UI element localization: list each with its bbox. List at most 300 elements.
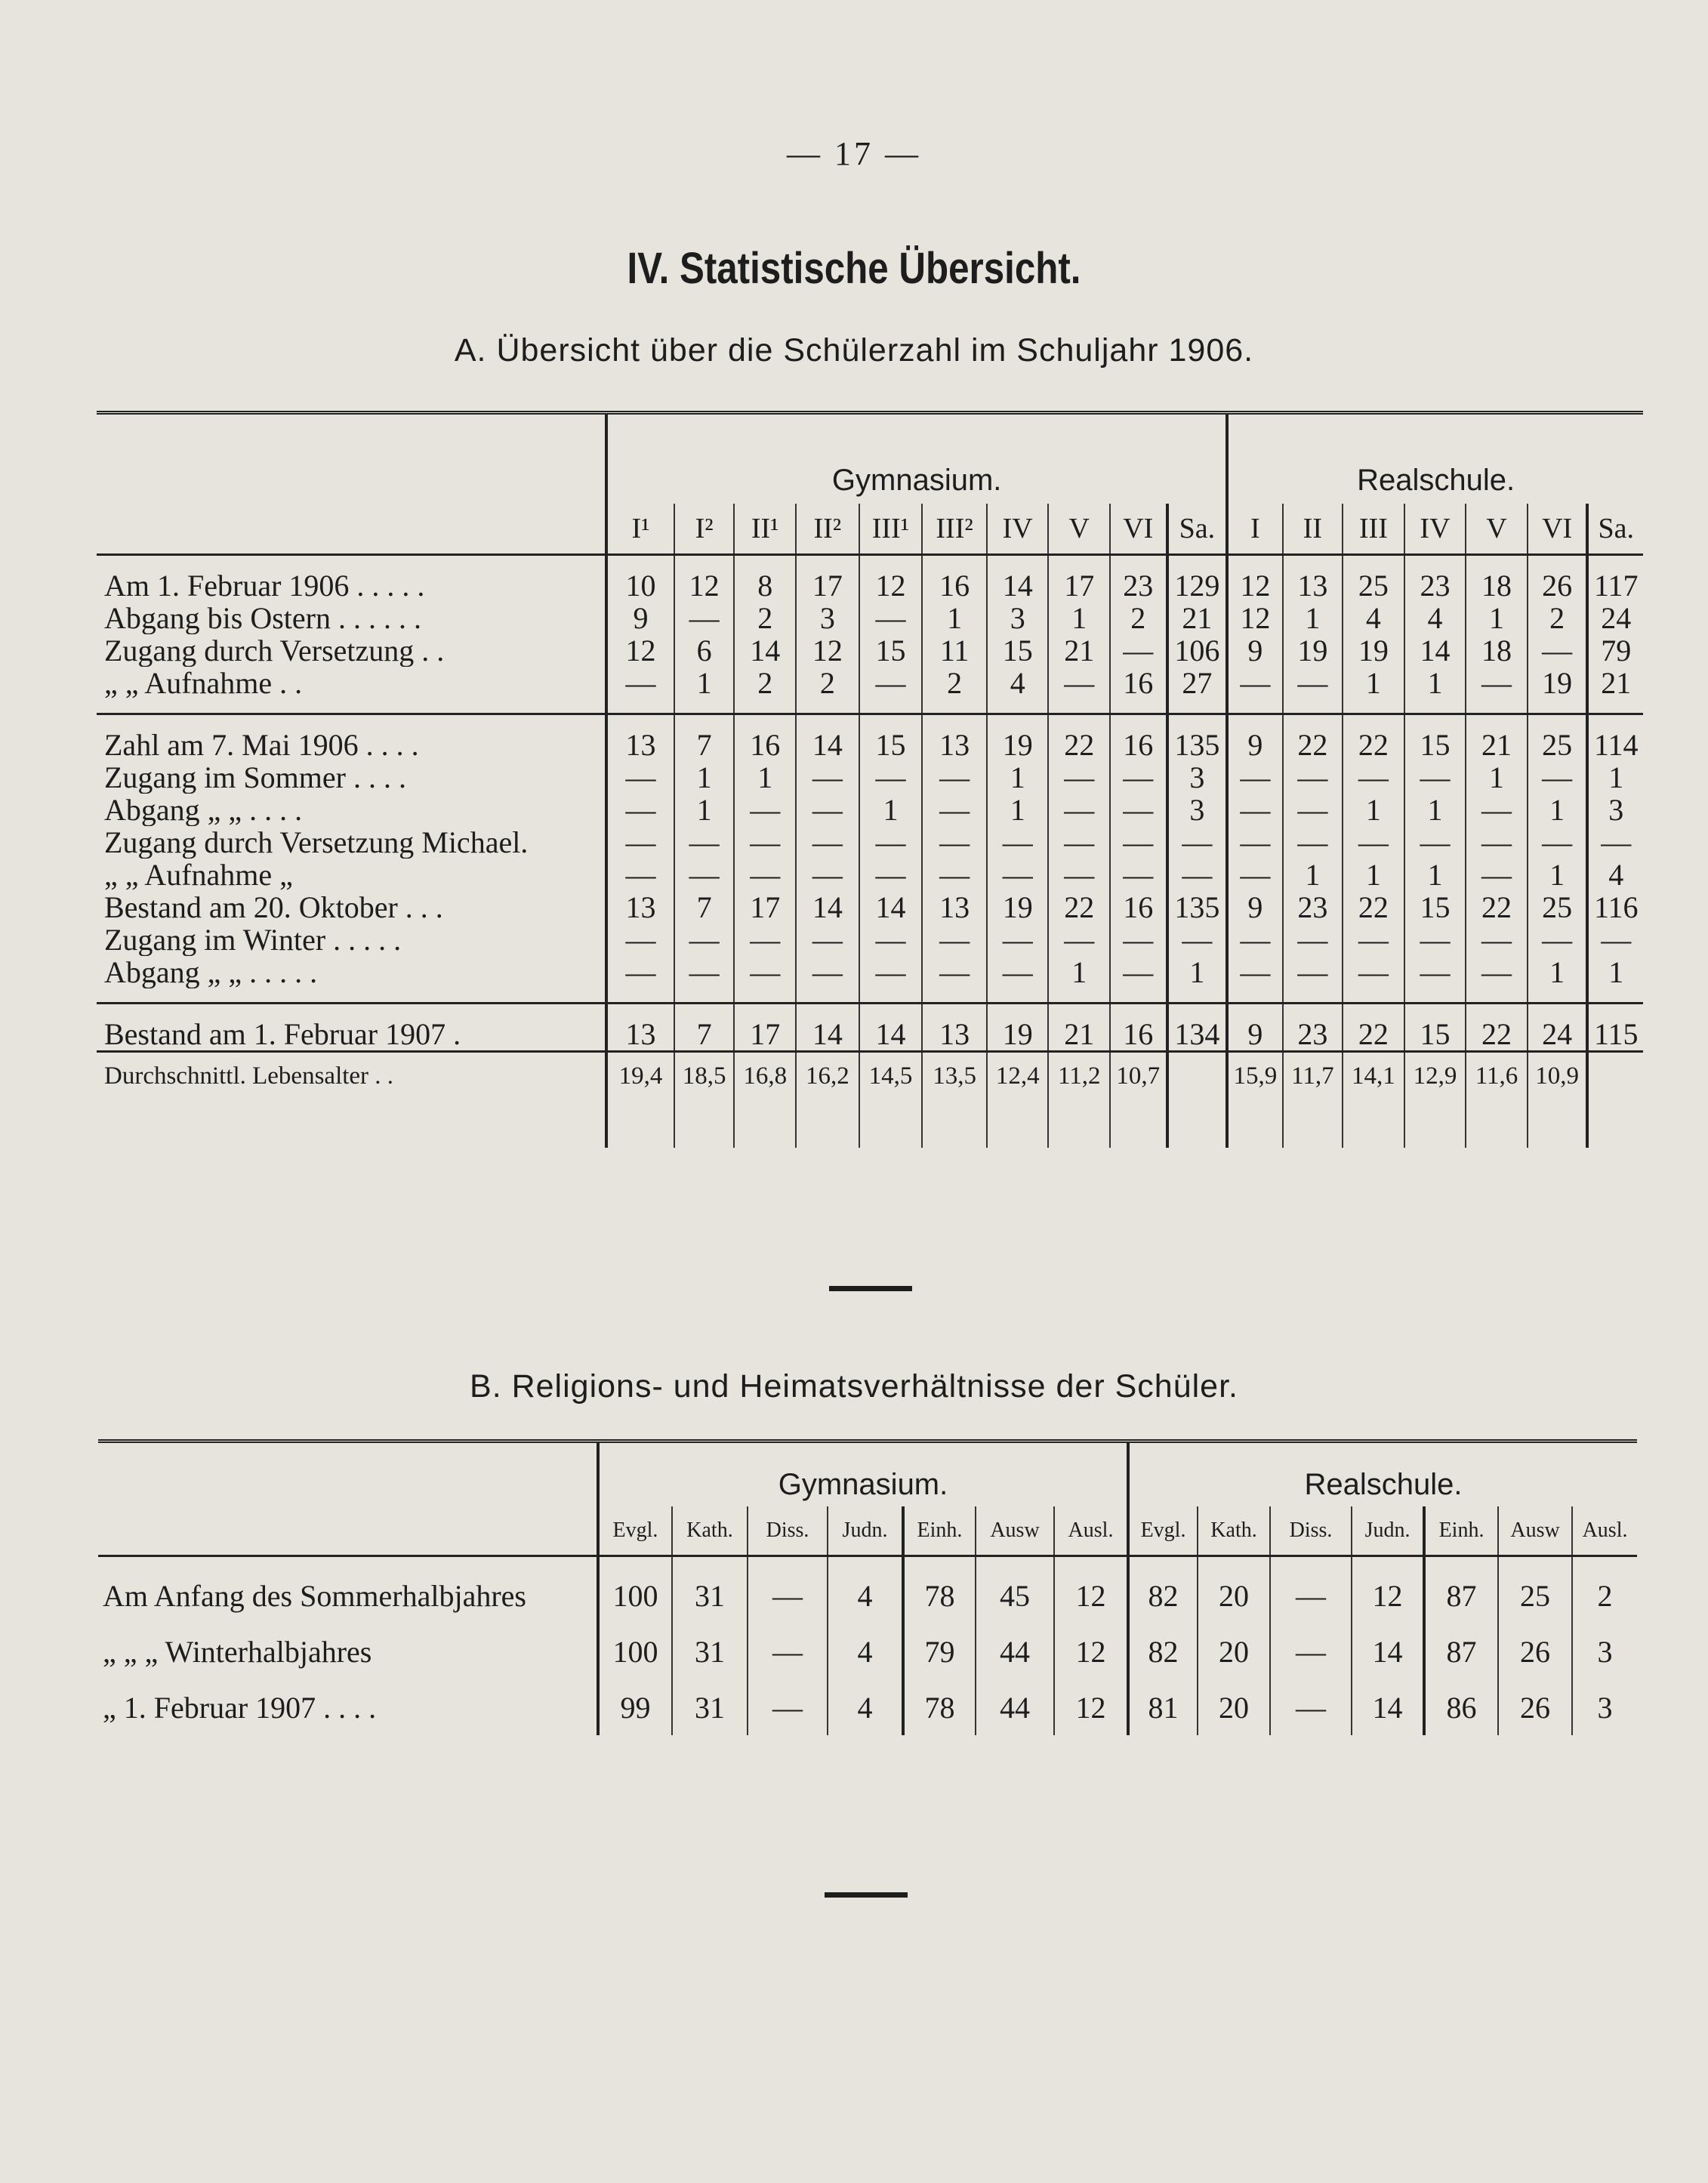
- gym-cell: 13: [922, 729, 987, 761]
- real-col-header: Judn.: [1352, 1506, 1424, 1556]
- gym-cell: 2: [1110, 602, 1167, 634]
- gym-cell: 12: [796, 634, 859, 667]
- spacer-row: [97, 1004, 1643, 1019]
- divider-ornament-bottom: [825, 1892, 908, 1898]
- gym-cell: 3: [987, 602, 1049, 634]
- real-cell: —: [1466, 859, 1528, 891]
- gym-cell: 6: [674, 634, 735, 667]
- real-cell: —: [1601, 923, 1632, 956]
- real-cell: 26: [1498, 1623, 1572, 1679]
- gym-cell: 12: [859, 569, 923, 602]
- real-cell: 22: [1343, 891, 1404, 923]
- gym-cell: 16,2: [796, 1052, 859, 1100]
- gym-cell: —: [796, 923, 859, 956]
- real-cell: —: [1343, 956, 1404, 988]
- real-cell: 15: [1404, 891, 1466, 923]
- gym-cell: —: [922, 859, 987, 891]
- data-row: [98, 1623, 1637, 1679]
- real-cell: 1: [1343, 667, 1404, 699]
- realschule-group-header: Realschule.: [1357, 464, 1515, 497]
- real-cell: —: [1227, 956, 1282, 988]
- row-label: „ „ Aufnahme . .: [97, 667, 606, 699]
- row-label: Abgang bis Ostern . . . . . .: [97, 602, 606, 634]
- real-cell: 10,9: [1528, 1052, 1588, 1100]
- category-header-row: [98, 1506, 1637, 1556]
- real-cell: 1: [1343, 794, 1404, 826]
- gymnasium-group-header: Gymnasium.: [598, 1441, 1128, 1507]
- gym-cell: 19: [987, 729, 1049, 761]
- gym-col-header: Einh.: [903, 1506, 976, 1556]
- gym-col-header: Ausl.: [1054, 1506, 1128, 1556]
- data-row: [97, 826, 1643, 859]
- real-cell: 21: [1601, 667, 1632, 699]
- real-cell: 25: [1498, 1568, 1572, 1623]
- gym-cell: —: [748, 1679, 828, 1735]
- gym-cell: —: [606, 761, 674, 794]
- gym-cell: —: [922, 761, 987, 794]
- gym-cell: 19: [987, 1018, 1049, 1052]
- real-cell: 25: [1528, 891, 1588, 923]
- real-cell: —: [1270, 1623, 1352, 1679]
- gym-col-header: Evgl.: [598, 1506, 672, 1556]
- gym-col-header: V: [1048, 504, 1110, 555]
- data-row: [97, 859, 1643, 891]
- gym-cell: —: [1110, 956, 1167, 988]
- row-label: Am 1. Februar 1906 . . . . .: [97, 569, 606, 602]
- gym-cell: 12: [1054, 1623, 1128, 1679]
- gym-cell: 14: [859, 1018, 923, 1052]
- gym-cell: —: [1167, 826, 1228, 859]
- gym-cell: 17: [734, 891, 796, 923]
- gym-cell: 44: [976, 1623, 1054, 1679]
- real-cell: 12: [1227, 602, 1282, 634]
- gym-col-header: Ausw: [976, 1506, 1054, 1556]
- total-row: [97, 1018, 1643, 1052]
- gym-cell: —: [859, 923, 923, 956]
- data-row: [97, 923, 1643, 956]
- row-label: „ „ „ Winterhalbjahres: [98, 1623, 598, 1679]
- gym-cell: 14: [859, 891, 923, 923]
- gym-cell: —: [734, 956, 796, 988]
- real-cell: 81: [1128, 1679, 1198, 1735]
- real-cell: —: [1270, 1679, 1352, 1735]
- gym-cell: —: [859, 859, 923, 891]
- real-cell: 14,1: [1343, 1052, 1404, 1100]
- gym-cell: —: [922, 794, 987, 826]
- gym-col-header: I²: [674, 504, 735, 555]
- data-row: [98, 1568, 1637, 1623]
- real-cell: 19: [1528, 667, 1588, 699]
- real-cell: 87: [1424, 1623, 1498, 1679]
- gym-cell: 106: [1167, 634, 1228, 667]
- real-cell: —: [1283, 667, 1343, 699]
- gym-cell: 1: [1048, 602, 1110, 634]
- gym-cell: —: [859, 602, 923, 634]
- gym-col-header: Sa.: [1167, 504, 1228, 555]
- real-cell: 1: [1404, 859, 1466, 891]
- real-cell: 23: [1283, 891, 1343, 923]
- gym-cell: —: [1110, 923, 1167, 956]
- gym-cell: —: [1048, 761, 1110, 794]
- gym-cell: 31: [672, 1679, 748, 1735]
- gym-cell: 44: [976, 1679, 1054, 1735]
- gym-cell: 3: [1167, 761, 1228, 794]
- gym-cell: —: [796, 794, 859, 826]
- gym-cell: —: [1110, 794, 1167, 826]
- gym-cell: —: [674, 859, 735, 891]
- gym-cell: 14: [796, 1018, 859, 1052]
- gym-col-header: III¹: [859, 504, 923, 555]
- real-cell: 26: [1528, 569, 1588, 602]
- gym-cell: 13: [606, 1018, 674, 1052]
- gym-cell: —: [606, 794, 674, 826]
- real-cell: —: [1227, 667, 1282, 699]
- real-cell: 4: [1404, 602, 1466, 634]
- real-cell: —: [1343, 923, 1404, 956]
- real-cell: —: [1466, 794, 1528, 826]
- gym-cell: —: [606, 923, 674, 956]
- real-cell: —: [1283, 923, 1343, 956]
- gym-cell: 79: [903, 1623, 976, 1679]
- gym-cell: —: [922, 956, 987, 988]
- gym-cell: 11: [922, 634, 987, 667]
- data-row: [97, 794, 1643, 826]
- gym-cell: 21: [1048, 634, 1110, 667]
- gym-cell: 10: [606, 569, 674, 602]
- real-cell: 12: [1352, 1568, 1424, 1623]
- real-cell: 11,6: [1466, 1052, 1528, 1100]
- gym-cell: 1: [674, 667, 735, 699]
- gym-cell: —: [1048, 923, 1110, 956]
- gym-cell: —: [1167, 923, 1228, 956]
- real-cell: —: [1466, 956, 1528, 988]
- gym-col-header: II¹: [734, 504, 796, 555]
- gym-cell: 99: [598, 1679, 672, 1735]
- gym-col-header: IV: [987, 504, 1049, 555]
- gym-cell: 12: [1054, 1679, 1128, 1735]
- gym-cell: —: [987, 826, 1049, 859]
- real-col-header: Ausw: [1498, 1506, 1572, 1556]
- gym-cell: 4: [828, 1623, 903, 1679]
- real-col-header: Evgl.: [1128, 1506, 1198, 1556]
- gym-cell: 16: [922, 569, 987, 602]
- gym-cell: —: [922, 826, 987, 859]
- real-cell: 2: [1528, 602, 1588, 634]
- real-cell: 20: [1198, 1623, 1270, 1679]
- real-col-header: VI: [1528, 504, 1588, 555]
- gym-cell: —: [1048, 667, 1110, 699]
- gym-cell: —: [674, 602, 735, 634]
- gym-col-header: Judn.: [828, 1506, 903, 1556]
- gym-cell: 3: [1167, 794, 1228, 826]
- gym-cell: 1: [1048, 956, 1110, 988]
- real-cell: —: [1528, 826, 1588, 859]
- gym-cell: 3: [796, 602, 859, 634]
- real-cell: 1: [1343, 859, 1404, 891]
- data-row: [97, 569, 1643, 602]
- gym-cell: 13: [922, 1018, 987, 1052]
- real-cell: 1: [1608, 956, 1624, 988]
- row-label: Zugang durch Versetzung . .: [97, 634, 606, 667]
- real-cell: —: [1283, 794, 1343, 826]
- data-row: [97, 729, 1643, 761]
- real-cell: 20: [1198, 1568, 1270, 1623]
- real-cell: 3: [1608, 794, 1624, 826]
- real-col-header: Kath.: [1198, 1506, 1270, 1556]
- real-cell: 4: [1608, 859, 1624, 891]
- row-label: Bestand am 1. Februar 1907 .: [97, 1018, 606, 1052]
- gym-cell: 1: [674, 794, 735, 826]
- gym-cell: 22: [1048, 891, 1110, 923]
- data-row: [97, 761, 1643, 794]
- real-cell: —: [1466, 667, 1528, 699]
- gym-cell: 2: [734, 667, 796, 699]
- real-cell: 25: [1343, 569, 1404, 602]
- gym-cell: 31: [672, 1568, 748, 1623]
- gym-col-header: Diss.: [748, 1506, 828, 1556]
- gym-cell: 16: [1110, 729, 1167, 761]
- gym-cell: —: [859, 761, 923, 794]
- gym-cell: —: [1167, 859, 1228, 891]
- real-col-header: Einh.: [1424, 1506, 1498, 1556]
- real-cell: 3: [1597, 1690, 1613, 1725]
- spacer-row: [97, 555, 1643, 570]
- real-cell: —: [1343, 761, 1404, 794]
- real-cell: 11,7: [1283, 1052, 1343, 1100]
- gym-cell: —: [606, 956, 674, 988]
- religion-origin-table: [98, 1439, 1637, 1735]
- gym-cell: 100: [598, 1623, 672, 1679]
- gym-cell: 8: [734, 569, 796, 602]
- gym-cell: —: [796, 859, 859, 891]
- real-cell: —: [1528, 761, 1588, 794]
- row-label: Abgang „ „ . . . .: [97, 794, 606, 826]
- real-cell: —: [1227, 859, 1282, 891]
- gym-cell: 135: [1167, 891, 1228, 923]
- real-cell: 1: [1528, 859, 1588, 891]
- real-col-header: Diss.: [1270, 1506, 1352, 1556]
- real-cell: 1: [1404, 667, 1466, 699]
- row-label: Zugang im Winter . . . . .: [97, 923, 606, 956]
- real-cell: 1: [1283, 859, 1343, 891]
- real-cell: —: [1270, 1568, 1352, 1623]
- gym-cell: —: [1110, 761, 1167, 794]
- gym-cell: —: [674, 923, 735, 956]
- gym-cell: 1: [987, 794, 1049, 826]
- gym-col-header: I¹: [606, 504, 674, 555]
- real-cell: 9: [1227, 729, 1282, 761]
- gym-cell: —: [1110, 826, 1167, 859]
- section-a-title: A. Übersicht über die Schülerzahl im Schuljahr 1906.: [454, 332, 1254, 368]
- real-cell: 2: [1597, 1578, 1613, 1613]
- real-cell: 1: [1466, 602, 1528, 634]
- row-label: Am Anfang des Sommerhalbjahres: [98, 1568, 598, 1623]
- gym-cell: 1: [674, 761, 735, 794]
- gym-cell: 1: [922, 602, 987, 634]
- real-cell: —: [1404, 923, 1466, 956]
- real-col-header: II: [1283, 504, 1343, 555]
- gym-cell: —: [674, 956, 735, 988]
- gym-col-header: II²: [796, 504, 859, 555]
- gym-cell: 19,4: [606, 1052, 674, 1100]
- real-cell: 116: [1593, 891, 1639, 923]
- gym-cell: —: [606, 826, 674, 859]
- gym-cell: —: [859, 667, 923, 699]
- gym-cell: 2: [796, 667, 859, 699]
- real-cell: 14: [1404, 634, 1466, 667]
- gym-cell: 22: [1048, 729, 1110, 761]
- real-col-header: IV: [1404, 504, 1466, 555]
- main-title: IV. Statistische Übersicht.: [627, 244, 1081, 293]
- real-cell: 4: [1343, 602, 1404, 634]
- gymnasium-group-header: Gymnasium.: [606, 413, 1227, 504]
- real-cell: —: [1227, 761, 1282, 794]
- real-cell: —: [1601, 826, 1632, 859]
- gym-cell: 15: [859, 729, 923, 761]
- real-cell: 15: [1404, 1018, 1466, 1052]
- real-col-header: Sa.: [1598, 513, 1634, 544]
- gym-cell: —: [734, 923, 796, 956]
- real-cell: 26: [1498, 1679, 1572, 1735]
- corner-cell: [98, 1441, 598, 1507]
- gym-cell: —: [1110, 859, 1167, 891]
- spacer-row: [97, 699, 1643, 714]
- gym-cell: 78: [903, 1568, 976, 1623]
- gym-cell: 31: [672, 1623, 748, 1679]
- student-count-table: [97, 411, 1643, 1148]
- gym-cell: 7: [674, 1018, 735, 1052]
- gym-cell: 16: [1110, 667, 1167, 699]
- gym-cell: 15: [859, 634, 923, 667]
- gym-cell: —: [796, 826, 859, 859]
- real-cell: 25: [1528, 729, 1588, 761]
- gym-cell: 13: [922, 891, 987, 923]
- gym-cell: 14: [987, 569, 1049, 602]
- real-cell: 1: [1466, 761, 1528, 794]
- gym-cell: 16: [1110, 891, 1167, 923]
- real-cell: 22: [1466, 891, 1528, 923]
- gym-cell: 13,5: [922, 1052, 987, 1100]
- divider-ornament: [829, 1286, 912, 1291]
- gym-cell: 16: [734, 729, 796, 761]
- real-cell: 22: [1343, 729, 1404, 761]
- page-number: — 17 —: [787, 135, 921, 172]
- spacer-row: [98, 1556, 1637, 1568]
- gym-cell: 17: [1048, 569, 1110, 602]
- gym-cell: —: [1048, 826, 1110, 859]
- gym-cell: 13: [606, 729, 674, 761]
- row-label: Bestand am 20. Oktober . . .: [97, 891, 606, 923]
- real-cell: 82: [1128, 1623, 1198, 1679]
- gym-cell: —: [859, 826, 923, 859]
- gym-cell: —: [1048, 859, 1110, 891]
- gym-cell: —: [1110, 634, 1167, 667]
- gym-cell: —: [987, 956, 1049, 988]
- corner-cell: [97, 413, 606, 504]
- gym-cell: [1167, 1052, 1228, 1100]
- real-cell: —: [1283, 761, 1343, 794]
- average-age-row: [97, 1052, 1643, 1100]
- data-row: [97, 634, 1643, 667]
- gym-cell: 23: [1110, 569, 1167, 602]
- real-col-header: Ausl.: [1582, 1519, 1628, 1542]
- gym-cell: 16: [1110, 1018, 1167, 1052]
- real-cell: —: [1404, 826, 1466, 859]
- gym-cell: 21: [1167, 602, 1228, 634]
- spacer-row: [97, 1099, 1643, 1148]
- gym-cell: 2: [922, 667, 987, 699]
- real-cell: —: [1466, 923, 1528, 956]
- gym-cell: 14,5: [859, 1052, 923, 1100]
- real-cell: —: [1283, 826, 1343, 859]
- real-cell: 9: [1227, 634, 1282, 667]
- gym-cell: —: [922, 923, 987, 956]
- real-col-header: V: [1466, 504, 1528, 555]
- gym-cell: 1: [1167, 956, 1228, 988]
- row-label: Durchschnittl. Lebensalter . .: [97, 1052, 606, 1100]
- real-cell: 24: [1601, 602, 1632, 634]
- real-cell: 24: [1528, 1018, 1588, 1052]
- gym-cell: 45: [976, 1568, 1054, 1623]
- real-cell: —: [1227, 923, 1282, 956]
- gym-cell: —: [859, 956, 923, 988]
- real-cell: 1: [1528, 794, 1588, 826]
- gym-cell: 12,4: [987, 1052, 1049, 1100]
- real-col-header: I: [1227, 504, 1282, 555]
- gym-cell: 4: [828, 1679, 903, 1735]
- real-cell: 117: [1593, 569, 1639, 602]
- gym-cell: 12: [606, 634, 674, 667]
- real-cell: —: [1466, 826, 1528, 859]
- gym-cell: —: [987, 859, 1049, 891]
- real-cell: 82: [1128, 1568, 1198, 1623]
- gym-cell: —: [796, 761, 859, 794]
- real-cell: 9: [1227, 891, 1282, 923]
- real-cell: 13: [1283, 569, 1343, 602]
- gym-cell: 17: [796, 569, 859, 602]
- realschule-group-header: Realschule.: [1304, 1468, 1463, 1501]
- gym-cell: 2: [734, 602, 796, 634]
- real-cell: —: [1343, 826, 1404, 859]
- real-cell: 114: [1593, 729, 1639, 761]
- gym-cell: 14: [796, 729, 859, 761]
- real-cell: 15: [1404, 729, 1466, 761]
- gym-cell: 19: [987, 891, 1049, 923]
- real-cell: —: [1283, 956, 1343, 988]
- gym-cell: 9: [606, 602, 674, 634]
- row-label: Zahl am 7. Mai 1906 . . . .: [97, 729, 606, 761]
- gym-cell: 78: [903, 1679, 976, 1735]
- gym-cell: 4: [987, 667, 1049, 699]
- real-cell: 18: [1466, 569, 1528, 602]
- gym-cell: 1: [859, 794, 923, 826]
- gym-cell: 14: [734, 634, 796, 667]
- real-cell: 21: [1466, 729, 1528, 761]
- data-row: [97, 956, 1643, 988]
- gym-cell: 7: [674, 729, 735, 761]
- gym-cell: 21: [1048, 1018, 1110, 1052]
- gym-cell: 14: [796, 891, 859, 923]
- gym-cell: —: [734, 794, 796, 826]
- data-row: [97, 667, 1643, 699]
- gym-cell: 12: [674, 569, 735, 602]
- gym-col-header: VI: [1110, 504, 1167, 555]
- gym-cell: 100: [598, 1568, 672, 1623]
- data-row: [97, 891, 1643, 923]
- real-cell: 12: [1227, 569, 1282, 602]
- gym-cell: —: [1048, 794, 1110, 826]
- gym-cell: —: [606, 667, 674, 699]
